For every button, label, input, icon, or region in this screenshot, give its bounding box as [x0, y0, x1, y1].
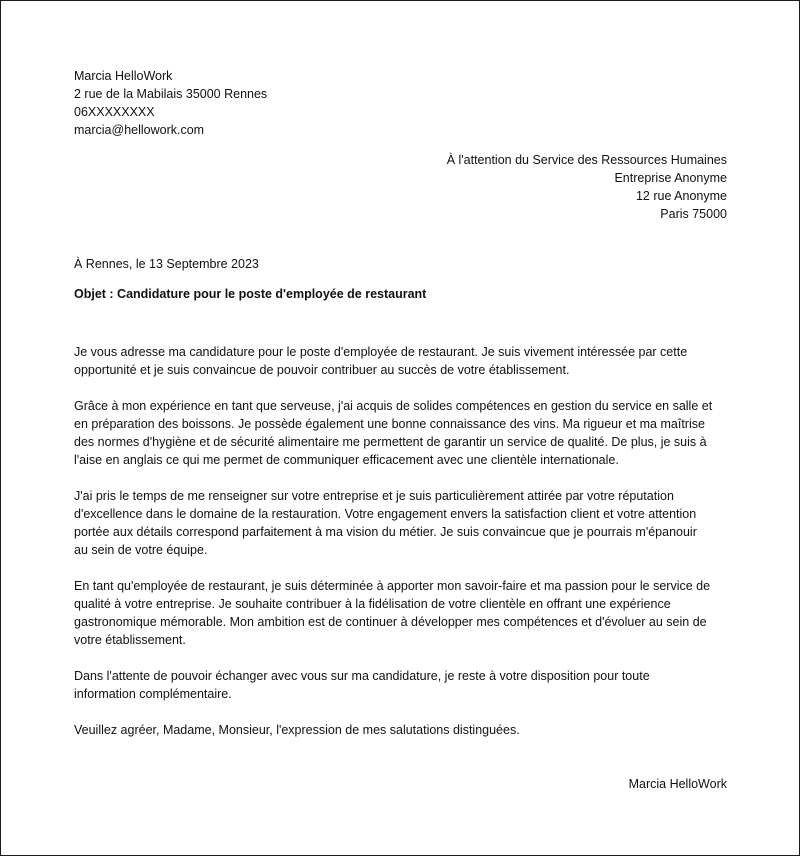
paragraph-line: Grâce à mon expérience en tant que serveuse, j'ai acquis de solides compétences en gestion du service en salle et	[74, 399, 713, 413]
paragraph-line: Je vous adresse ma candidature pour le poste d'employée de restaurant. Je suis vivement intéressée par cette	[74, 345, 688, 359]
paragraph-line: d'excellence dans le domaine de la restauration. Votre engagement envers la satisfaction client et votre attention	[74, 507, 697, 521]
paragraph-line: portée aux détails correspond parfaitement à ma vision du métier. Je suis convaincue que je pourrais m'épanouir	[74, 525, 697, 539]
sender-block	[74, 67, 267, 139]
sender-address: 2 rue de la Mabilais 35000 Rennes	[74, 87, 268, 101]
recipient-company: Entreprise Anonyme	[614, 171, 727, 185]
signature: Marcia HelloWork	[628, 777, 727, 791]
paragraph-line: qualité à votre entreprise. Je souhaite contribuer à la fidélisation de votre clientèle en offrant une expérience	[74, 597, 671, 611]
recipient-attention: À l'attention du Service des Ressources Humaines	[446, 153, 727, 167]
paragraph-3	[74, 487, 734, 559]
paragraph-1	[74, 343, 734, 379]
paragraph-line: information complémentaire.	[74, 687, 232, 701]
recipient-street: 12 rue Anonyme	[635, 189, 727, 203]
recipient-city: Paris 75000	[660, 207, 727, 221]
closing-formula	[74, 721, 734, 739]
paragraph-line: gastronomique mémorable. Mon ambition est de continuer à développer mes compétences et d'évoluer au sein de	[74, 615, 707, 629]
paragraph-line: votre établissement.	[74, 633, 186, 647]
sender-name: Marcia HelloWork	[74, 69, 173, 83]
paragraph-line: l'aise en anglais ce qui me permet de communiquer efficacement avec une clientèle internationale.	[74, 453, 619, 467]
letter-subject: Objet : Candidature pour le poste d'employée de restaurant	[74, 287, 427, 301]
paragraph-5	[74, 667, 734, 703]
paragraph-line: Dans l'attente de pouvoir échanger avec vous sur ma candidature, je reste à votre disposition pour toute	[74, 669, 650, 683]
paragraph-line: en préparation des boissons. Je possède également une bonne connaissance des vins. Ma rigueur et ma maîtrise	[74, 417, 705, 431]
paragraph-line: Veuillez agréer, Madame, Monsieur, l'expression de mes salutations distinguées.	[74, 723, 520, 737]
sender-email: marcia@hellowork.com	[74, 123, 205, 137]
paragraph-line: au sein de votre équipe.	[74, 543, 208, 557]
paragraph-line: des normes d'hygiène et de sécurité alimentaire me permettent de garantir un service de qualité. De plus, je suis à	[74, 435, 707, 449]
sender-phone: 06XXXXXXXX	[74, 105, 155, 119]
paragraph-line: En tant qu'employée de restaurant, je suis déterminée à apporter mon savoir-faire et ma passion pour le service de	[74, 579, 711, 593]
letter-body	[74, 343, 734, 739]
paragraph-4	[74, 577, 734, 649]
paragraph-line: J'ai pris le temps de me renseigner sur votre entreprise et je suis particulièrement attirée par votre réputation	[74, 489, 674, 503]
letter-date: À Rennes, le 13 Septembre 2023	[74, 257, 259, 271]
paragraph-2	[74, 397, 734, 469]
recipient-block	[447, 151, 727, 223]
paragraph-line: opportunité et je suis convaincue de pouvoir contribuer au succès de votre établissement.	[74, 363, 570, 377]
